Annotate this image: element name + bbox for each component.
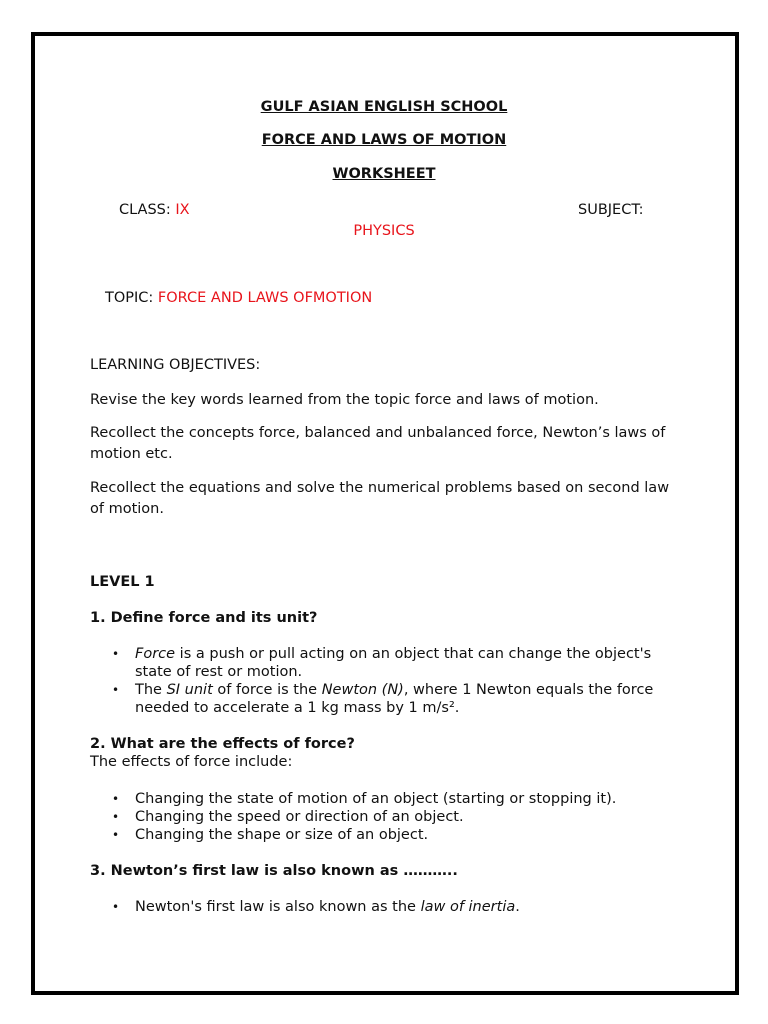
class-value: IX — [175, 202, 190, 218]
q1-answer-list — [90, 645, 690, 717]
topic-field — [105, 288, 372, 309]
q2-answer-list — [90, 790, 690, 844]
list-item: • Changing the speed or direction of an object. — [90, 808, 690, 826]
question-3: 3. Newton’s first law is also known as ……….. — [90, 863, 458, 879]
subject-value: PHYSICS — [353, 223, 415, 239]
class-field — [119, 200, 190, 221]
topic-value: FORCE AND LAWS OFMOTION — [157, 290, 373, 306]
list-item: • Newton's first law is also known as the law of inertia. — [90, 898, 690, 916]
list-item: • The SI unit of force is the Newton (N), where 1 Newton equals the force needed to accelerate a 1 kg mass by 1 m/s². — [90, 681, 690, 717]
level-heading: LEVEL 1 — [90, 574, 155, 590]
objective-item: Revise the key words learned from the topic force and laws of motion. — [90, 392, 599, 408]
objective-item: Recollect the concepts force, balanced and unbalanced force, Newton’s laws of motion etc. — [90, 425, 666, 462]
worksheet-title: FORCE AND LAWS OF MOTION — [261, 132, 507, 148]
q3-answer-list — [90, 898, 690, 916]
objectives-heading: LEARNING OBJECTIVES: — [90, 357, 261, 373]
q2-intro: The effects of force include: — [90, 754, 293, 770]
class-label: CLASS: — [119, 202, 176, 218]
topic-label: TOPIC: — [105, 290, 158, 306]
list-item: • Changing the state of motion of an object (starting or stopping it). — [90, 790, 690, 808]
doc-type: WORKSHEET — [332, 166, 436, 182]
list-item: • Changing the shape or size of an object. — [90, 826, 690, 844]
question-2: 2. What are the effects of force? — [90, 736, 355, 752]
list-item: • Force is a push or pull acting on an object that can change the object's state of rest or motion. — [90, 645, 690, 681]
school-name: GULF ASIAN ENGLISH SCHOOL — [260, 99, 508, 115]
objective-item: Recollect the equations and solve the numerical problems based on second law of motion. — [90, 480, 670, 517]
subject-label: SUBJECT: — [578, 202, 644, 218]
question-1: 1. Define force and its unit? — [90, 610, 318, 626]
